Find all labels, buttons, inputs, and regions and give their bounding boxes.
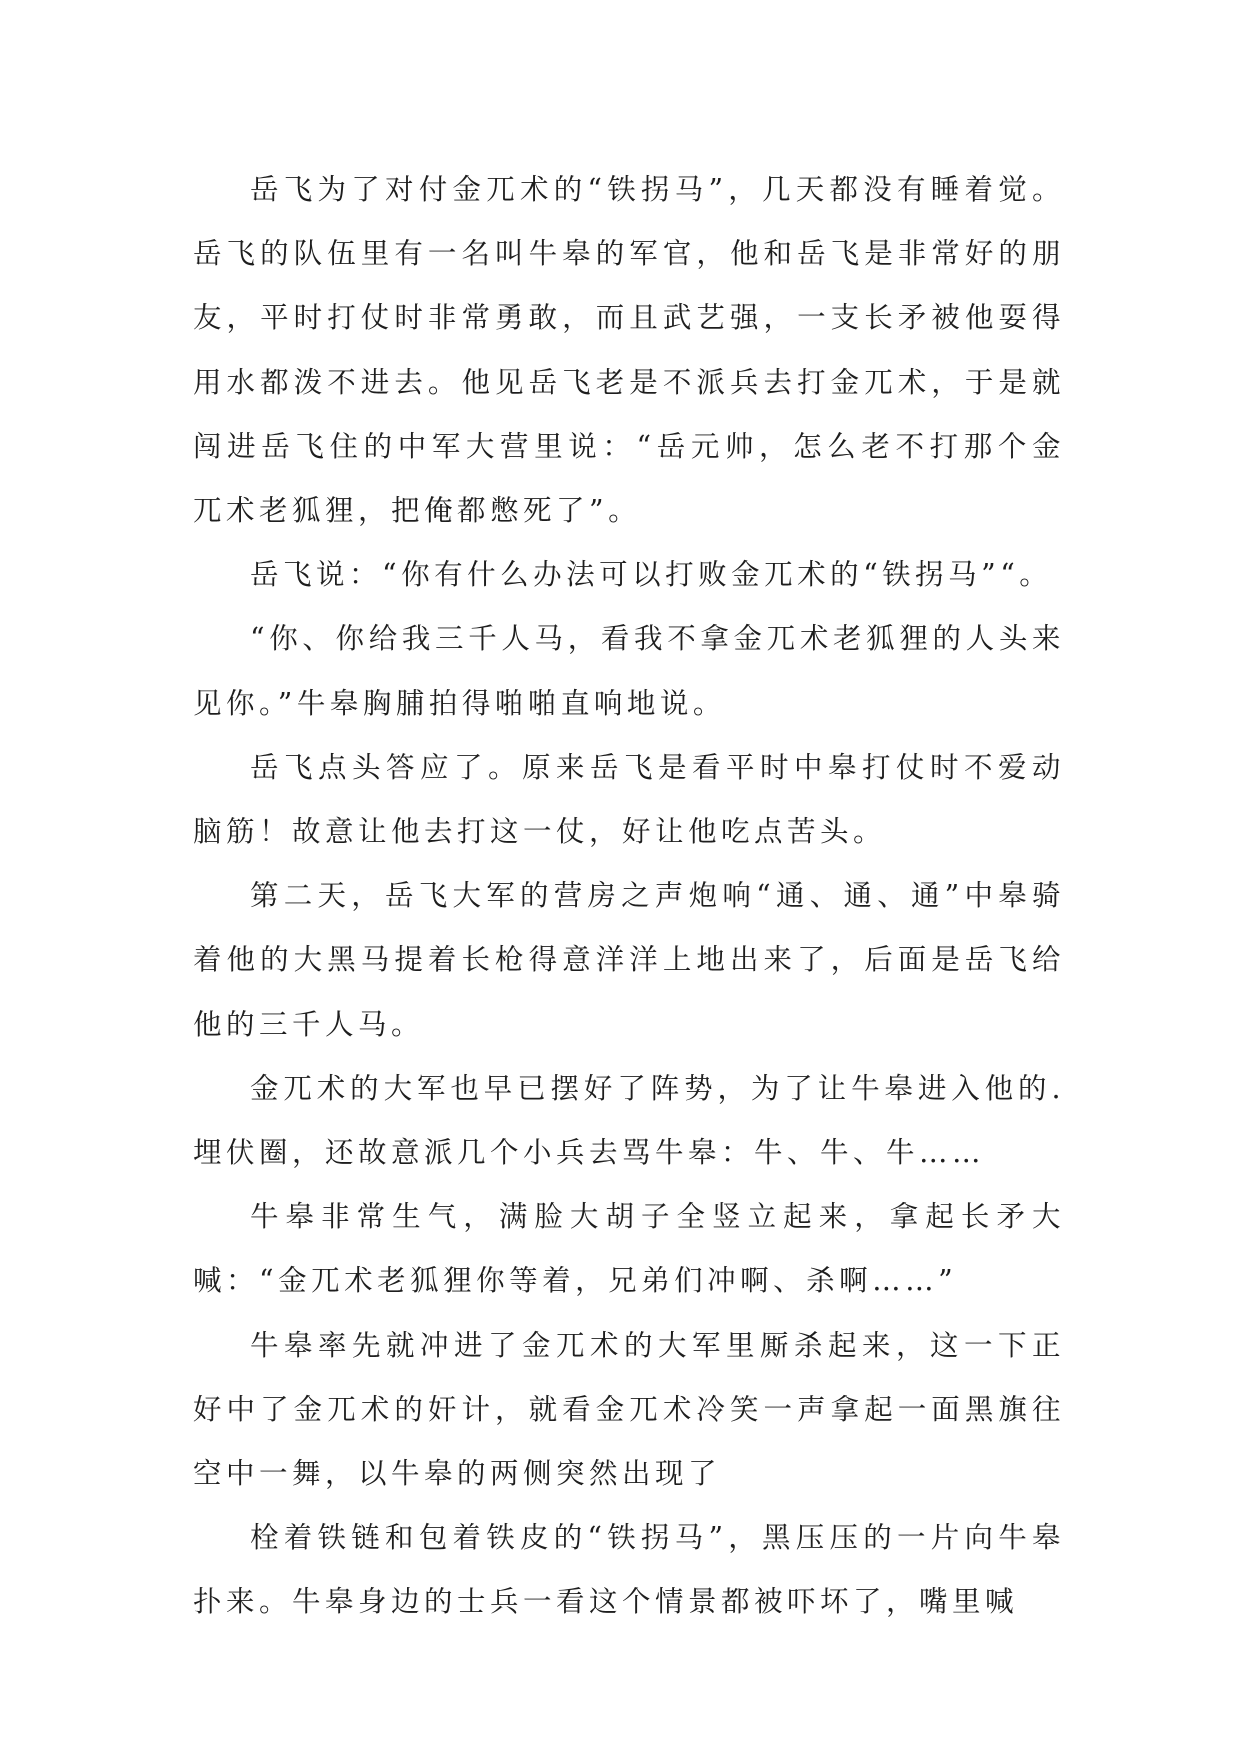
paragraph-8: 牛皋率先就冲进了金兀术的大军里厮杀起来，这一下正好中了金兀术的奸计，就看金兀术冷笑一声拿起一面黑旗往空中一舞，以牛皋的两侧突然出现了 xyxy=(193,1328,1065,1491)
paragraph-2: 岳飞说：“你有什么办法可以打败金兀术的“铁拐马”“。 xyxy=(250,558,1053,592)
paragraph-6: 金兀术的大军也早已摆好了阵势，为了让牛皋进入他的.埋伏圈，还故意派几个小兵去骂牛皋：牛、牛、牛…… xyxy=(193,1071,1065,1170)
paragraph-4: 岳飞点头答应了。原来岳飞是看平时中皋打仗时不爱动脑筋！故意让他去打这一仗，好让他吃点苦头。 xyxy=(193,750,1065,849)
paragraph-1: 岳飞为了对付金兀术的“铁拐马”，几天都没有睡着觉。岳飞的队伍里有一名叫牛皋的军官，他和岳飞是非常好的朋友，平时打仗时非常勇敢，而且武艺强，一支长矛被他耍得用水都泼不进去。他见岳飞老是不派兵去打金兀术，于是就闯进岳飞住的中军大营里说：“岳元帅，怎么老不打那个金兀术老狐狸，把俺都憋死了”。 xyxy=(193,173,1065,528)
body-text xyxy=(193,158,1065,1635)
paragraph-7: 牛皋非常生气，满脸大胡子全竖立起来，拿起长矛大喊：“金兀术老狐狸你等着，兄弟们冲啊、杀啊……” xyxy=(193,1200,1065,1298)
paragraph-5: 第二天，岳飞大军的营房之声炮响“通、通、通”中皋骑着他的大黑马提着长枪得意洋洋上地出来了，后面是岳飞给他的三千人马。 xyxy=(193,879,1065,1041)
paragraph-3: “你、你给我三千人马，看我不拿金兀术老狐狸的人头来见你。”牛皋胸脯拍得啪啪直响地说。 xyxy=(193,622,1065,720)
paragraph-9: 栓着铁链和包着铁皮的“铁拐马”，黑压压的一片向牛皋扑来。牛皋身边的士兵一看这个情景都被吓坏了，嘴里喊 xyxy=(193,1521,1065,1619)
